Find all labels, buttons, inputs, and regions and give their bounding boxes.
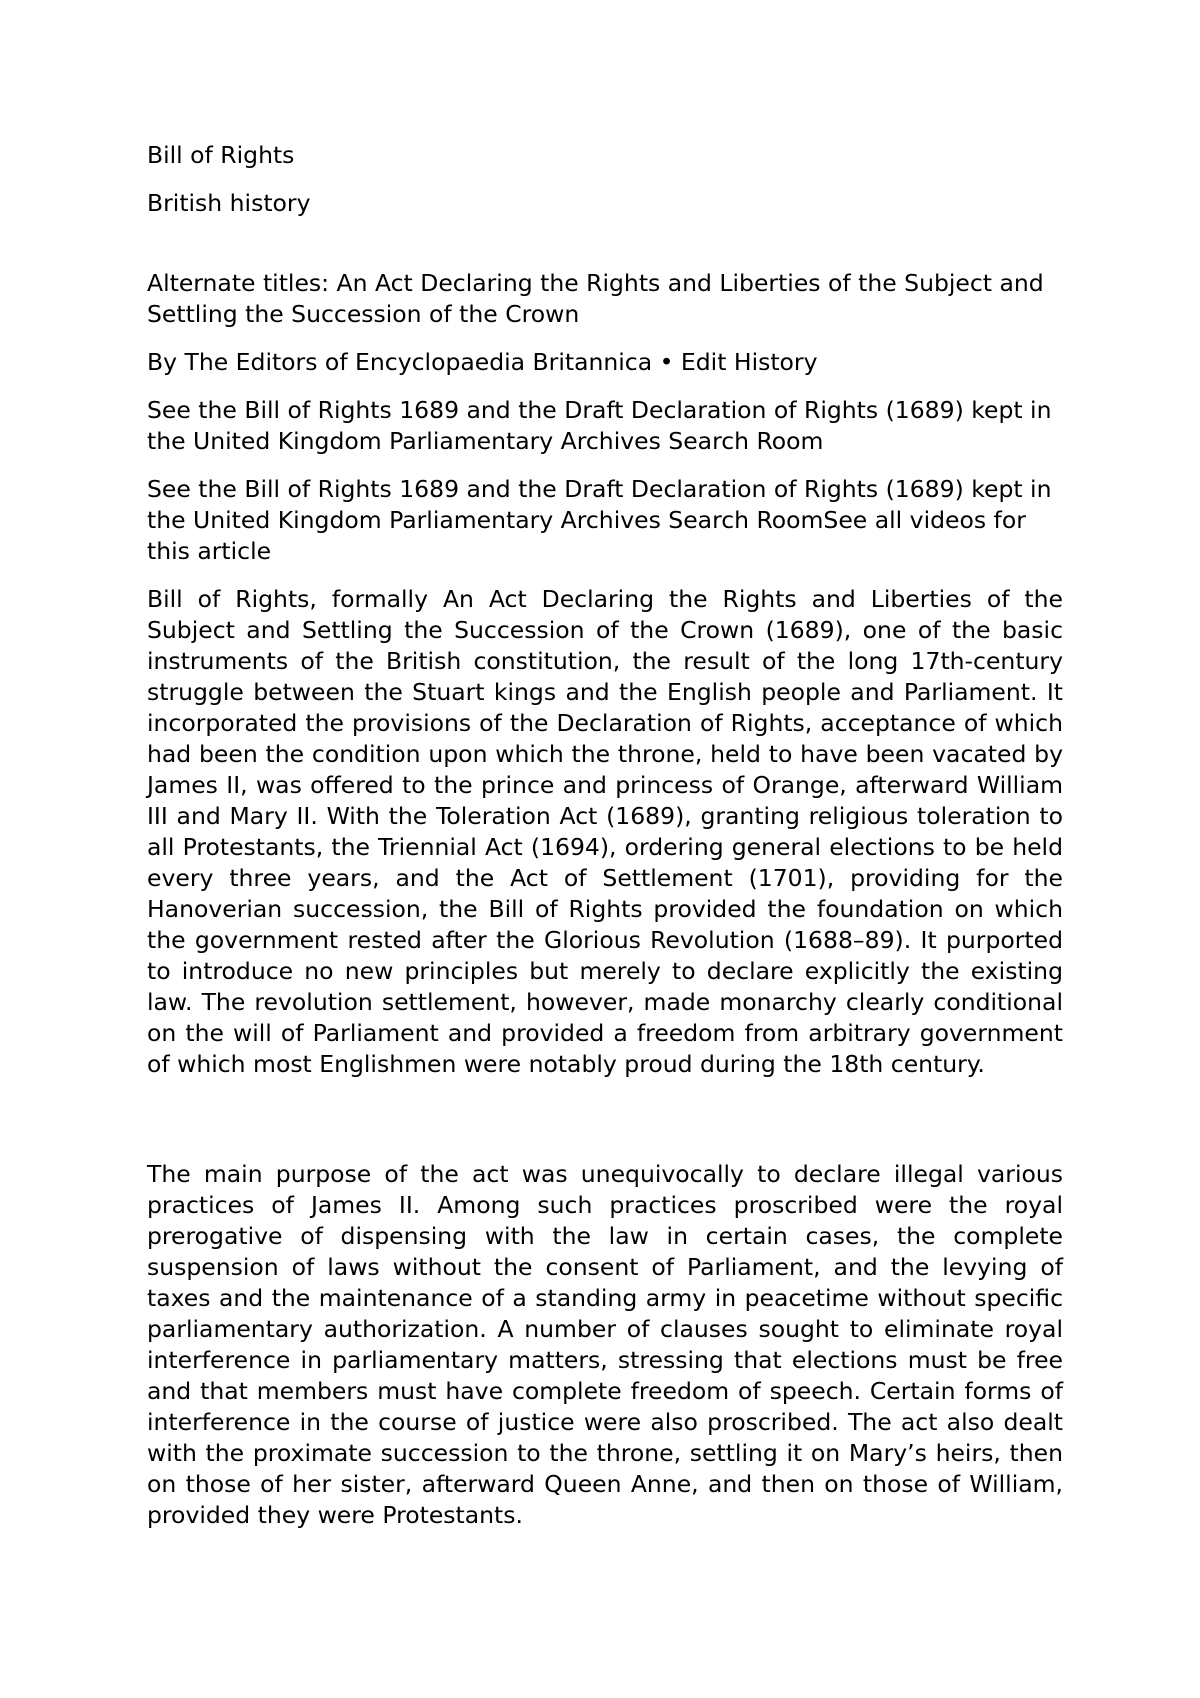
document-subtitle: British history [147,189,311,217]
byline: By The Editors of Encyclopaedia Britannica • Edit History [147,348,818,376]
body-paragraph-1: Bill of Rights, formally An Act Declaring the Rights and Liberties of the Subject and Settling the Succession of the Crown (1689), one of the basic instruments of the British constitution, the result of the long 17th-century struggle between the Stuart kings and the English people and Parliament. It incorporated the provisions of the Declaration of Rights, acceptance of which had been the condition upon which the throne, held to have been vacated by James II, was offered to the prince and princess of Orange, afterward William III and Mary II. With the Toleration Act (1689), granting religious toleration to all Protestants, the Triennial Act (1694), ordering general elections to be held every three years, and the Act of Settlement (1701), providing for the Hanoverian succession, the Bill of Rights provided the foundation on which the government rested after the Glorious Revolution (1688–89). It purported to introduce no new principles but merely to declare explicitly the existing law. The revolution settlement, however, made monarchy clearly conditional on the will of Parliament and provided a freedom from arbitrary government of which most Englishmen were notably proud during the 18th century. [147,585,1063,1078]
see-text-2: See the Bill of Rights 1689 and the Draft Declaration of Rights (1689) kept in the United Kingdom Parliamentary Archives Search RoomSee all videos for this article [147,475,1052,565]
body-paragraph-2: The main purpose of the act was unequivocally to declare illegal various practices of James II. Among such practices proscribed were the royal prerogative of dispensing with the law in certain cases, the complete suspension of laws without the consent of Parliament, and the levying of taxes and the maintenance of a standing army in peacetime without specific parliamentary authorization. A number of clauses sought to eliminate royal interference in parliamentary matters, stressing that elections must be free and that members must have complete freedom of speech. Certain forms of interference in the course of justice were also proscribed. The act also dealt with the proximate succession to the throne, settling it on Mary’s heirs, then on those of her sister, afterward Queen Anne, and then on those of William, provided they were Protestants. [147,1160,1063,1529]
document-page [147,140,1063,1531]
see-text-1: See the Bill of Rights 1689 and the Draft Declaration of Rights (1689) kept in the United Kingdom Parliamentary Archives Search Room [147,396,1052,455]
document-title: Bill of Rights [147,141,295,169]
alternate-titles: Alternate titles: An Act Declaring the Rights and Liberties of the Subject and Settling the Succession of the Crown [147,269,1044,328]
